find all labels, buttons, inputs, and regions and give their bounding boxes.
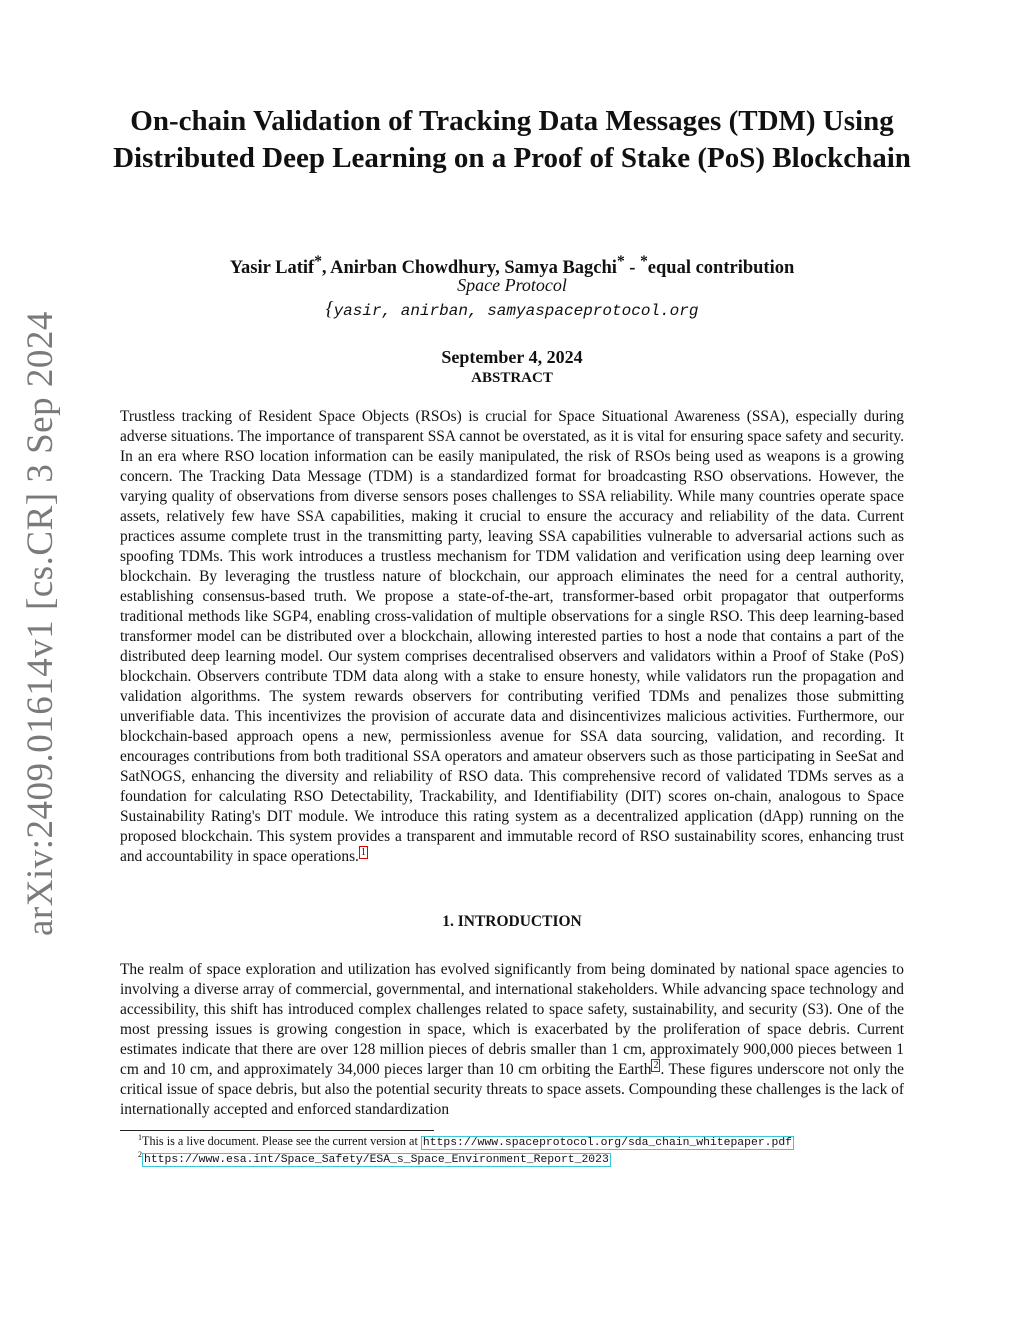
arxiv-side-label: arXiv:2409.01614v1 [cs.CR] 3 Sep 2024 (20, 311, 61, 936)
author-separator: - (624, 258, 641, 279)
equal-contribution-note: equal contribution (647, 258, 795, 279)
section-heading-introduction: 1. INTRODUCTION (442, 913, 582, 930)
intro-text-continued: . These figures underscore not only the critical issue of space debris, but also the potential security threats to space assets. Compounding these challenges is the lack of internationally accepted and enforced standardization (120, 1061, 904, 1118)
abstract-body (120, 407, 904, 867)
abstract-heading: ABSTRACT (471, 370, 553, 386)
footnote-link-2[interactable]: 2 (653, 1059, 659, 1071)
equal-contribution-star: * (314, 253, 322, 270)
email-brace: { (325, 298, 334, 320)
footnote-number: 1 (138, 1132, 142, 1142)
email-text: yasir, anirban, samyaspaceprotocol.org (333, 302, 699, 320)
paper-date: September 4, 2024 (441, 347, 583, 367)
equal-contribution-star: * (640, 253, 648, 270)
author-name: Yasir Latif (229, 258, 315, 279)
footnote-text: This is a live document. Please see the current version at (142, 1134, 421, 1148)
footnote-url-link[interactable]: https://www.esa.int/Space_Safety/ESA_s_Space_Environment_Report_2023 (144, 1154, 609, 1166)
footnote-1 (138, 1134, 794, 1151)
author-names: , Anirban Chowdhury, Samya Bagchi (321, 258, 617, 279)
footnote-2 (138, 1151, 611, 1168)
footnote-url-link[interactable]: https://www.spaceprotocol.org/sda_chain_whitepaper.pdf (422, 1137, 792, 1149)
author-emails (120, 298, 904, 322)
introduction-body (120, 960, 904, 1120)
equal-contribution-star: * (616, 253, 625, 270)
footnote-number: 2 (138, 1149, 142, 1159)
abstract-text: Trustless tracking of Resident Space Objects (RSOs) is crucial for Space Situational Awareness (SSA), especially during adverse situations. The importance of transparent SSA cannot be overstated, as it is vital for ensuring space safety and security. In an era where RSO location information can be easily manipulated, the risk of RSOs being used as weapons is a growing concern. The Tracking Data Message (TDM) is a standardized format for broadcasting RSO observations. However, the varying quality of observations from diverse sensors poses challenges to SSA reliability. While many countries operate space assets, relatively few have SSA capabilities, making it crucial to ensure the accuracy and reliability of the data. Current practices assume complete trust in the transmitting party, leaving SSA capabilities vulnerable to adversarial actions such as spoofing TDMs. This work introduces a trustless mechanism for TDM validation and verification using deep learning over blockchain. By leveraging the trustless nature of blockchain, our approach eliminates the need for a central authority, establishing consensus-based truth. We propose a state-of-the-art, transformer-based orbit propagator that outperforms traditional methods like SGP4, enabling cross-validation of multiple observations for a single RSO. This deep learning-based transformer model can be distributed over a blockchain, allowing interested parties to host a node that contains a part of the distributed deep learning model. Our system comprises decentralised observers and validators within a Proof of Stake (PoS) blockchain. Observers contribute TDM data along with a stake to ensure honesty, while validators run the propagation and validation algorithms. The system rewards observers for contributing verified TDMs and penalizes those submitting unverifiable data. This incentivizes the provision of accurate data and disincentivizes malicious activities. Furthermore, our blockchain-based approach opens a new, permissionless avenue for SSA data sourcing, validation, and recording. It encourages contributions from both traditional SSA operators and amateur observers such as those participating in SeeSat and SatNOGS, enhancing the diversity and reliability of RSO data. This comprehensive record of validated TDMs serves as a foundation for calculating RSO Detectability, Trackability, and Identifiability (DIT) scores on-chain, analogous to Space Sustainability Rating's DIT module. We introduce this rating system as a decentralized application (dApp) running on the proposed blockchain. This system provides a transparent and immutable record of RSO sustainability scores, enhancing trust and accountability in space operations. (120, 408, 904, 865)
affiliation: Space Protocol (457, 275, 567, 295)
footnote-divider (120, 1130, 434, 1131)
paper-title: On-chain Validation of Tracking Data Messages (TDM) Using Distributed Deep Learning on a Proof of Stake (PoS) Blockchain (113, 105, 911, 174)
footnote-link-1[interactable]: 1 (360, 846, 366, 858)
intro-text: The realm of space exploration and utilization has evolved significantly from being dominated by national space agencies to involving a diverse array of commercial, governmental, and international stakeholders. While advancing space technology and accessibility, this shift has introduced complex challenges related to space safety, sustainability, and security (S3). One of the most pressing issues is growing congestion in space, which is exacerbated by the proliferation of space debris. Current estimates indicate that there are over 128 million pieces of debris smaller than 1 cm, approximately 900,000 pieces between 1 cm and 10 cm, and approximately 34,000 pieces larger than 10 cm orbiting the Earth (120, 961, 904, 1078)
